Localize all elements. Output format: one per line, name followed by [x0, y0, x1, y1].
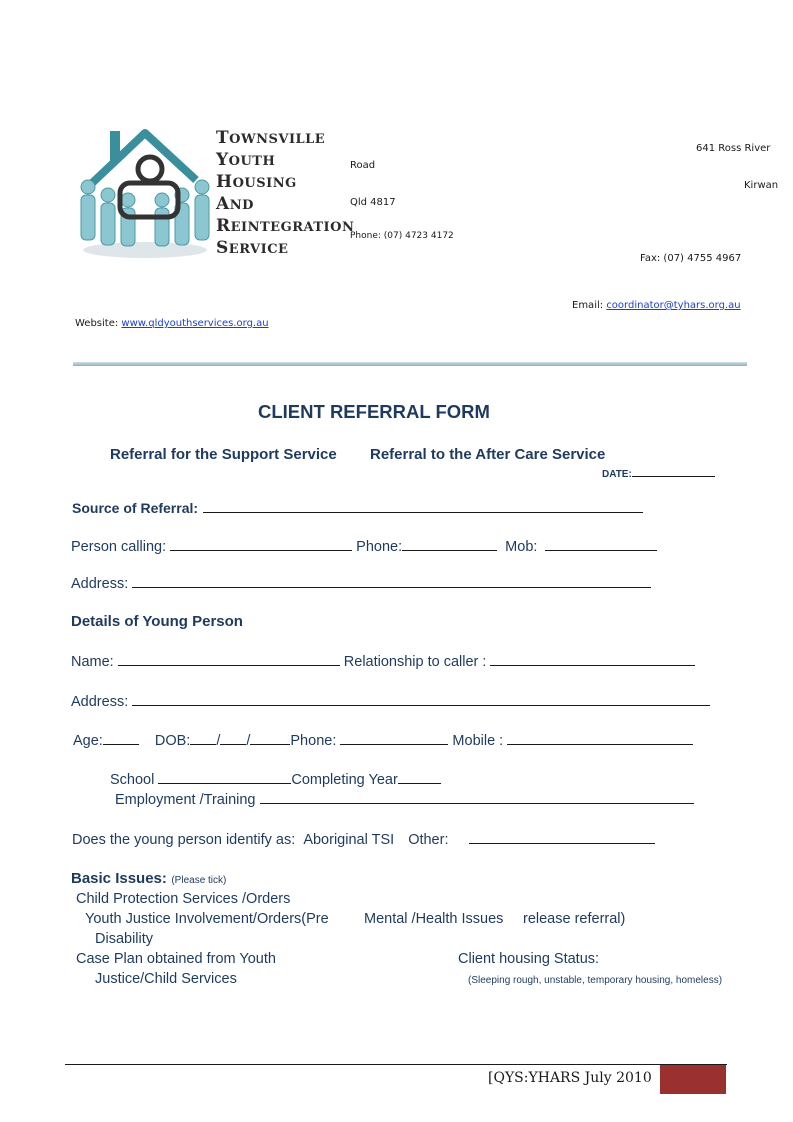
issue-child-protection[interactable]: Child Protection Services /Orders [76, 891, 291, 907]
other-option[interactable]: Other: [408, 832, 449, 848]
aboriginal-option[interactable]: Aboriginal [303, 832, 368, 848]
basic-issues-row [71, 870, 226, 888]
dob-month-input[interactable] [220, 732, 246, 745]
other-input[interactable] [469, 831, 655, 844]
dob-year-input[interactable] [250, 732, 290, 745]
age-label: Age: [73, 733, 103, 749]
date-label: DATE: [602, 469, 632, 480]
age-input[interactable] [103, 732, 139, 745]
website-row [75, 318, 269, 329]
issue-case-plan-cont: Justice/Child Services [95, 971, 237, 987]
identify-row [72, 831, 655, 848]
young-phone-label: Phone: [290, 733, 337, 749]
issue-release-referral: release referral) [523, 911, 626, 927]
housing-status-label: Client housing Status: [458, 951, 600, 967]
source-label: Source of Referral: [72, 500, 199, 516]
young-address-label: Address: [71, 694, 129, 710]
email-link[interactable]: coordinator@tyhars.org.au [606, 300, 741, 311]
date-field [602, 464, 715, 482]
dob-day-input[interactable] [190, 732, 216, 745]
address-row [71, 575, 651, 592]
please-tick-note: (Please tick) [171, 875, 227, 886]
address-line-4: Qld 4817 [350, 197, 396, 208]
source-input[interactable] [203, 500, 643, 513]
footer-rule [65, 1064, 727, 1065]
young-phone-input[interactable] [340, 732, 448, 745]
name-row [71, 653, 695, 670]
address-label: Address: [71, 576, 129, 592]
referral-support-option[interactable]: Referral for the Support Service [110, 446, 337, 463]
org-line-2: YOUTH [216, 150, 276, 170]
org-line-1: TOWNSVILLE [216, 128, 326, 148]
basic-issues-label: Basic Issues: [71, 870, 167, 887]
mobile-label: Mobile : [452, 733, 504, 749]
address-line-1: 641 Ross River [696, 143, 771, 154]
school-label: School [110, 772, 155, 788]
phone-input[interactable] [402, 538, 497, 551]
referral-aftercare-option[interactable]: Referral to the After Care Service [370, 446, 606, 463]
website-link[interactable]: www.qldyouthservices.org.au [121, 318, 269, 329]
dob-label: DOB: [154, 733, 191, 749]
phone-label: Phone: [356, 539, 403, 555]
fax-text: Fax: (07) 4755 4967 [640, 253, 742, 264]
address-line-3: Kirwan [744, 180, 779, 191]
org-line-6: SERVICE [216, 238, 289, 258]
person-calling-label: Person calling: [71, 539, 167, 555]
org-line-3: HOUSING [216, 172, 297, 192]
issue-mental-health[interactable]: Mental /Health Issues [364, 911, 504, 927]
young-address-row [71, 693, 710, 710]
school-input[interactable] [158, 771, 291, 784]
mob-input[interactable] [545, 538, 657, 551]
header-divider [73, 362, 747, 366]
employment-input[interactable] [260, 791, 694, 804]
form-title: CLIENT REFERRAL FORM [258, 401, 490, 422]
completing-year-label: Completing Year [291, 772, 398, 788]
phone-text: Phone: (07) 4723 4172 [350, 231, 454, 241]
email-label: Email: [572, 300, 604, 311]
house-people-icon [70, 125, 220, 265]
org-logo [70, 125, 220, 265]
org-line-5: REINTEGRATION [216, 216, 355, 236]
relationship-input[interactable] [490, 653, 695, 666]
young-address-input[interactable] [132, 693, 710, 706]
relationship-label: Relationship to caller : [343, 654, 487, 670]
name-label: Name: [71, 654, 114, 670]
website-label: Website: [75, 318, 119, 329]
org-line-4: AND [216, 194, 254, 214]
completing-year-input[interactable] [398, 771, 441, 784]
dob-separator-2: / [246, 733, 251, 749]
housing-status-options: (Sleeping rough, unstable, temporary housing, homeless) [468, 975, 723, 986]
mob-label: Mob: [505, 539, 538, 555]
name-input[interactable] [118, 653, 340, 666]
source-row [72, 500, 643, 518]
age-dob-row [73, 732, 693, 749]
org-name [216, 128, 354, 260]
date-input[interactable] [632, 464, 715, 477]
email-row [572, 300, 741, 311]
address-input[interactable] [132, 575, 651, 588]
mobile-input[interactable] [507, 732, 693, 745]
school-row [110, 771, 441, 788]
dob-separator-1: / [216, 733, 221, 749]
identify-label: Does the young person identify as: [72, 832, 296, 848]
address-line-2: Road [350, 160, 376, 171]
employment-label: Employment /Training [115, 792, 256, 808]
issue-case-plan[interactable]: Case Plan obtained from Youth [76, 951, 276, 967]
footer-text: [QYS:YHARS July 2010 [488, 1070, 652, 1086]
details-heading: Details of Young Person [71, 613, 243, 630]
person-calling-input[interactable] [170, 538, 352, 551]
employment-row [115, 791, 694, 808]
footer-red-block [660, 1065, 726, 1094]
issue-disability[interactable]: Disability [95, 931, 154, 947]
tsi-option[interactable]: TSI [371, 832, 395, 848]
person-calling-row [71, 538, 657, 555]
issue-youth-justice[interactable]: Youth Justice Involvement/Orders(Pre [85, 911, 329, 927]
